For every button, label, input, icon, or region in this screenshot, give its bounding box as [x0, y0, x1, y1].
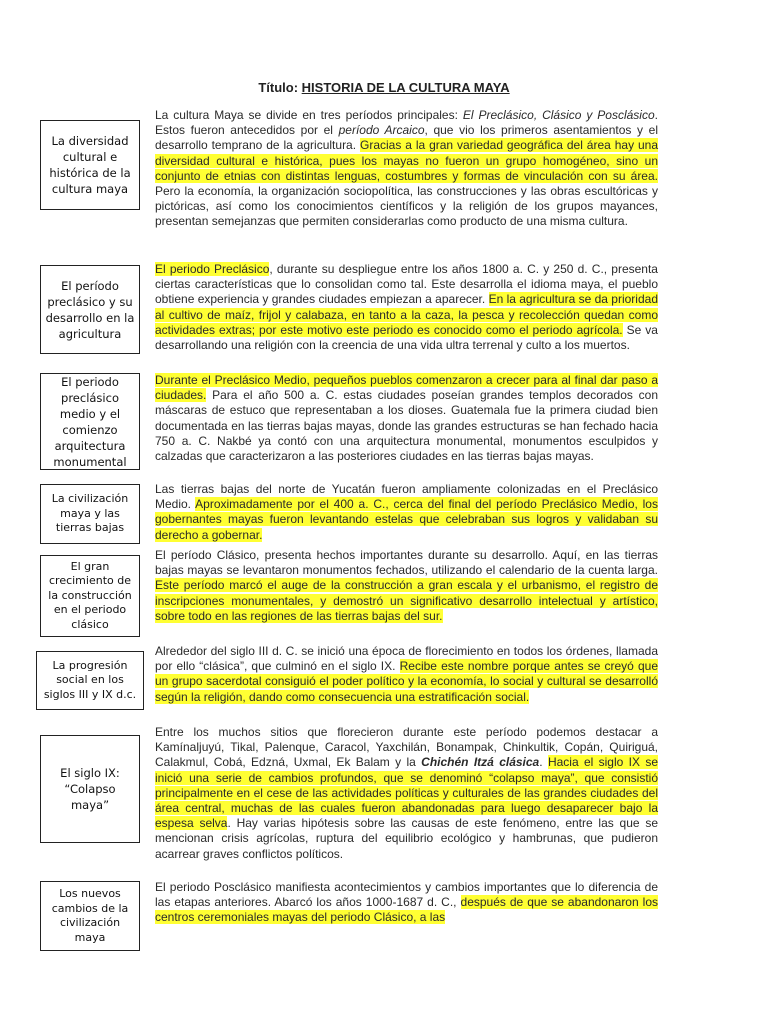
- highlighted-text: El periodo Preclásico: [155, 262, 270, 276]
- sidebar-box-label: El gran crecimiento de la construcción en el periodo clásico: [48, 559, 132, 631]
- sidebar-box-label: El período preclásico y su desarrollo en la agricultura: [45, 278, 135, 341]
- paragraph-text: La cultura Maya se divide en tres períodos principales:: [155, 108, 463, 122]
- paragraph-text: Pero la economía, la organización sociopolítica, las construcciones y las obras escultóricas y pictóricas, así como los conocimientos científicos y la religión de los grupos mayances, presentan semejanzas que permiten considerarlas como producto de una misma cultura.: [155, 184, 658, 229]
- highlighted-text: Gracias a la gran variedad geográfica del área hay una diversidad cultural e histórica, pues los mayas no fueron un grupo homogéneo, sino un conjunto de etnias con distintas lenguas, costumbres y formas de vinculación con su área.: [155, 138, 658, 183]
- sidebar-box-label: La progresión social en los siglos III y IX d.c.: [43, 658, 137, 701]
- sidebar-box-1: [40, 120, 140, 210]
- paragraph-text: .: [539, 755, 548, 770]
- paragraph-text: El Preclásico, Clásico y Posclásico: [462, 108, 655, 122]
- paragraph-text: período Arcaico: [338, 123, 425, 138]
- paragraph-text: , durante su despliegue entre los años 1800 a. C. y 250 d. C., presenta ciertas características que lo consolidan como tal. Este desarrolla el idioma maya, el pueblo obtiene experiencia y grandes ciudades empiezan a aparecer.: [155, 262, 658, 307]
- paragraph-text: Se va desarrollando una religión con la creencia de una vida ultra terrenal y culto a los muertos.: [155, 322, 658, 353]
- paragraph-text: . Estos fueron antecedidos por el: [155, 108, 658, 138]
- highlighted-text: después de que se abandonaron los centros ceremoniales mayas del periodo Clásico, a las: [155, 895, 658, 925]
- paragraph-text: , que vio los primeros asentamientos y el desarrollo temprano de la agricultura.: [155, 123, 659, 153]
- title-label: Título:: [258, 80, 299, 95]
- paragraph-text: Entre los muchos sitios que florecieron durante este período podemos destacar a Kamínaljuyú, Tikal, Palenque, Caracol, Yaxchilán, Bonampak, Chinkultik, Copán, Quiriguá, Calakmul, Cobá, Edzná, Uxmal, Ek Balam y la: [155, 725, 658, 770]
- sidebar-box-label: El siglo IX: “Colapso maya”: [60, 766, 120, 812]
- highlighted-text: Durante el Preclásico Medio, pequeños pueblos comenzaron a crecer para al final dar paso a ciudades.: [155, 373, 658, 403]
- paragraph-text: El periodo Posclásico manifiesta acontecimientos y cambios importantes que lo diferencia de las etapas anteriores. Abarcó los años 1000-1687 d. C.,: [155, 880, 658, 910]
- sidebar-box-8: [40, 881, 140, 951]
- sidebar-box-6: [36, 651, 144, 710]
- sidebar-box-label: Los nuevos cambios de la civilización maya: [51, 887, 129, 944]
- paragraph-text: . Hay varias hipótesis sobre las causas de este fenómeno, entre las que se mencionan crisis agrícolas, ruptura del equilibrio ecológico y hambrunas, que pudieron acarrear graves conflictos políticos.: [155, 816, 659, 861]
- paragraph-text: El período Clásico, presenta hechos importantes durante su desarrollo. Aquí, en las tierras bajas mayas se levantaron monumentos fechados, utilizando el calendario de la cuenta larga.: [155, 548, 658, 578]
- highlighted-text: Aproximadamente por el 400 a. C., cerca del final del período Preclásico Medio, los gobernantes mayas fueron levantando estelas que celebraban sus logros y validaban su derecho a gobernar.: [155, 497, 658, 542]
- sidebar-box-7: [40, 735, 140, 843]
- paragraph-8: [155, 880, 658, 926]
- sidebar-box-label: La diversidad cultural e histórica de la cultura maya: [49, 134, 131, 196]
- sidebar-box-2: [40, 265, 140, 354]
- paragraph-2: [155, 262, 658, 353]
- highlighted-text: En la agricultura se da prioridad al cultivo de maíz, frijol y calabaza, en tanto a la caza, la pesca y recolección quedan como actividades extras; por este motivo este periodo es conocido como el periodo agrícola.: [155, 292, 658, 337]
- paragraph-text: Chichén Itzá clásica: [421, 755, 540, 770]
- highlighted-text: Este período marcó el auge de la construcción a gran escala y el urbanismo, el registro de inscripciones monumentales, y demostró un significativo desarrollo intelectual y artístico, sobre todo en las regiones de las tierras bajas del sur.: [155, 578, 658, 623]
- highlighted-text: Hacia el siglo IX se inició una serie de cambios profundos, que se denominó “colapso maya”, que consistió principalmente en el cese de las actividades políticas y culturales de las grandes ciudades del área central, muchas de las cuales fueron abandonadas para luego desaparecer bajo la espesa selva: [155, 755, 659, 831]
- paragraph-1: [155, 108, 658, 230]
- paragraph-text: Las tierras bajas del norte de Yucatán fueron ampliamente colonizadas en el Preclásico Medio.: [155, 482, 658, 512]
- title-text: HISTORIA DE LA CULTURA MAYA: [301, 80, 510, 95]
- paragraph-text: Alrededor del siglo III d. C. se inició una época de florecimiento en todos los órdenes, llamada por ello “clásica”, que culminó en el siglo IX.: [155, 644, 658, 674]
- sidebar-box-4: [40, 484, 140, 544]
- page-title: [0, 80, 768, 95]
- paragraph-6: [155, 644, 658, 705]
- sidebar-box-label: La civilización maya y las tierras bajas: [51, 492, 129, 535]
- highlighted-text: Recibe este nombre porque antes se creyó que un grupo sacerdotal consiguió el poder político y la economía, lo social y cultural se desarrolló según la religión, dando como consecuencia una estratificación social.: [155, 659, 658, 704]
- paragraph-text: Para el año 500 a. C. estas ciudades poseían grandes templos decorados con máscaras de estuco que representaban a los dioses. Guatemala fue la primera ciudad bien documentada en las tierras bajas mayas, donde las grandes estructuras se han fechado hacia 750 a. C. Nakbé ya contó con una arquitectura monumental, monumentos esculpidos y calzadas que caracterizaron a las posteriores ciudades en las tierras bajas mayas.: [155, 388, 658, 464]
- paragraph-7: [155, 725, 658, 862]
- sidebar-box-label: El periodo preclásico medio y el comienzo arquitectura monumental: [53, 374, 127, 469]
- sidebar-box-3: [40, 373, 140, 470]
- paragraph-5: [155, 548, 658, 624]
- paragraph-4: [155, 482, 658, 543]
- paragraph-3: [155, 373, 658, 464]
- sidebar-box-5: [40, 555, 140, 637]
